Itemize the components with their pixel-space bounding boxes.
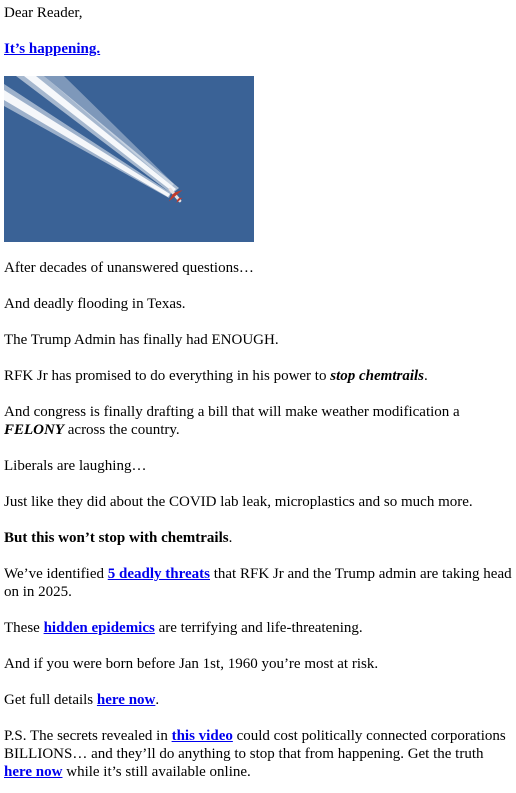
ps-here-now-link[interactable]: here now xyxy=(4,764,63,780)
ps-text: P.S. The secrets revealed in xyxy=(4,728,172,744)
paragraph-10 xyxy=(4,619,512,637)
p4-text: RFK Jr has promised to do everything in his power to xyxy=(4,368,331,384)
headline-link[interactable]: It’s happening. xyxy=(4,41,101,57)
p4-emphasis: stop chemtrails xyxy=(330,368,424,384)
airplane-contrail-photo xyxy=(4,76,254,242)
paragraph-7: Just like they did about the COVID lab leak, microplastics and so much more. xyxy=(4,494,473,510)
hidden-epidemics-link[interactable]: hidden epidemics xyxy=(43,620,155,636)
postscript xyxy=(4,727,512,781)
paragraph-3: The Trump Admin has finally had ENOUGH. xyxy=(4,332,279,348)
p12-text: Get full details xyxy=(4,692,97,708)
deadly-threats-link[interactable]: 5 deadly threats xyxy=(107,566,210,582)
p10-text: These xyxy=(4,620,44,636)
paragraph-2: And deadly flooding in Texas. xyxy=(4,296,186,312)
paragraph-4 xyxy=(4,367,512,385)
greeting: Dear Reader, xyxy=(4,5,83,21)
ps-end: while it’s still available online. xyxy=(62,764,251,780)
p9-end: that RFK Jr and the Trump admin are taking head on in 2025. xyxy=(4,566,512,600)
p8-end: . xyxy=(228,530,233,546)
p5-emphasis: FELONY xyxy=(4,422,64,438)
headline-paragraph xyxy=(4,40,512,58)
paragraph-6: Liberals are laughing… xyxy=(4,458,147,474)
paragraph-1: After decades of unanswered questions… xyxy=(4,260,254,276)
p10-end: are terrifying and life-threatening. xyxy=(154,620,363,636)
p4-end: . xyxy=(424,368,428,384)
paragraph-11: And if you were born before Jan 1st, 1960 you’re most at risk. xyxy=(4,656,379,672)
paragraph-9 xyxy=(4,565,512,601)
p5-end: across the country. xyxy=(64,422,180,438)
here-now-link[interactable]: here now xyxy=(96,692,156,708)
p5-text: And congress is finally drafting a bill that will make weather modification a xyxy=(4,404,460,420)
p8-bold: But this won’t stop with chemtrails xyxy=(4,530,229,546)
p12-end: . xyxy=(155,692,160,708)
this-video-link[interactable]: this video xyxy=(171,728,233,744)
p9-text: We’ve identified xyxy=(4,566,108,582)
paragraph-12 xyxy=(4,691,512,709)
paragraph-5 xyxy=(4,403,512,439)
ps-middle: could cost politically connected corporations BILLIONS… and they’ll do anything to stop that from happening. Get the truth xyxy=(4,728,506,762)
paragraph-8 xyxy=(4,529,512,547)
